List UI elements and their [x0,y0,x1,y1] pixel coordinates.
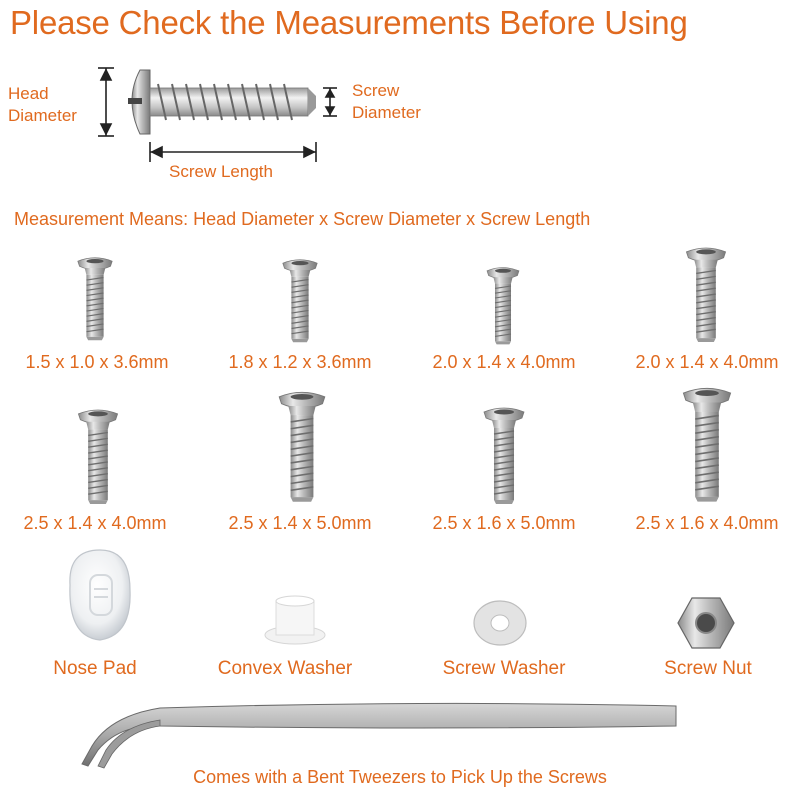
screw-length-label: Screw Length [169,162,273,181]
measurement-means-text: Measurement Means: Head Diameter x Screw Diameter x Screw Length [14,209,591,229]
screw-size-label: 2.5 x 1.6 x 5.0mm [432,513,576,533]
screw-size-label: 2.0 x 1.4 x 4.0mm [432,352,576,372]
accessory-label: Screw Washer [442,658,566,679]
screw-size-label: 2.5 x 1.4 x 4.0mm [23,513,167,533]
screw-size-label: 2.5 x 1.4 x 5.0mm [228,513,372,533]
screw-size-label: 2.0 x 1.4 x 4.0mm [635,352,779,372]
screw-size-label: 1.8 x 1.2 x 3.6mm [228,352,372,372]
accessory-label: Convex Washer [217,658,353,679]
screw-icon [478,266,528,346]
diagram-screw-illustration [0,0,800,200]
screw-nut-icon [676,596,736,650]
head-diameter-label: Head Diameter [8,84,77,125]
convex-washer-icon [260,595,330,650]
bent-tweezers-icon [0,690,800,770]
screw-icon [72,256,118,342]
tweezers-caption: Comes with a Bent Tweezers to Pick Up the Screws [193,767,607,787]
screw-size-label: 1.5 x 1.0 x 3.6mm [25,352,169,372]
accessory-label: Screw Nut [664,658,752,679]
nose-pad-icon [60,545,140,645]
screw-washer-icon [470,598,530,648]
screw-icon [70,408,126,506]
accessory-label: Nose Pad [53,658,137,679]
screw-icon [274,390,330,504]
screw-icon [678,386,736,504]
screw-icon [682,246,730,344]
screw-icon [276,258,324,344]
page-title: Please Check the Measurements Before Using [10,4,688,41]
screw-diameter-label: Screw Diameter [352,81,421,122]
screw-icon [476,406,532,506]
screw-size-label: 2.5 x 1.6 x 4.0mm [635,513,779,533]
